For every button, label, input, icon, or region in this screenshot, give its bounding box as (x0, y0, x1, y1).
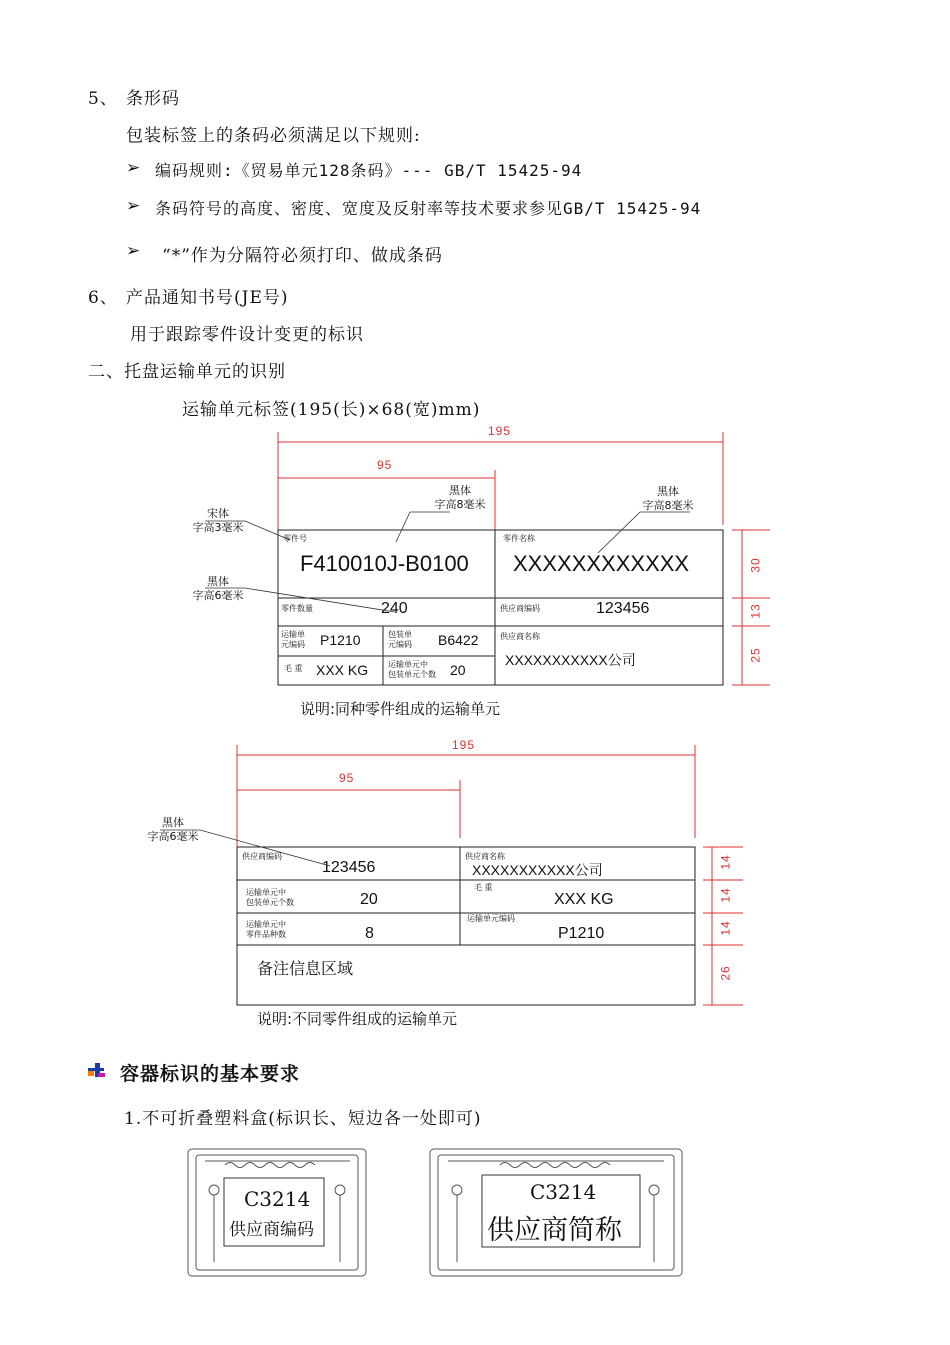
section-5-title: 条形码 (126, 89, 180, 109)
bullet-arrow-icon: ➢ (126, 241, 142, 261)
qty: 240 (381, 600, 408, 617)
supplier-code-label: 供应商编码 (500, 604, 540, 613)
weight-label: 毛 重 (284, 664, 303, 673)
unit-code-label: 运输单元编码 (467, 914, 515, 923)
box2-code: C3214 (530, 1180, 597, 1204)
dim-height-1: 30 (748, 557, 763, 573)
pkg-code-label: 包装单 元编码 (388, 630, 412, 649)
qty-label: 零件数量 (281, 604, 313, 613)
dim-height-2: 13 (748, 603, 763, 619)
pkg-count: 20 (450, 662, 466, 678)
part-no-label: 零件号 (283, 534, 307, 543)
remarks-area: 备注信息区域 (257, 959, 354, 978)
unit-code-label: 运输单 元编码 (281, 630, 305, 649)
container-item-1: 1.不可折叠塑料盒(标识长、短边各一处即可) (124, 1109, 482, 1129)
supplier-name: XXXXXXXXXXX公司 (505, 652, 636, 668)
pkg-count-label: 运输单元中 包装单元个数 (246, 888, 294, 907)
section-6-desc: 用于跟踪零件设计变更的标识 (130, 325, 364, 345)
supplier-code: 123456 (322, 859, 376, 876)
weight: XXX KG (554, 891, 614, 908)
dim-row-3: 14 (718, 920, 733, 936)
dim-total: 195 (452, 738, 476, 752)
dim-height-3: 25 (748, 647, 763, 663)
bullet-arrow-icon: ➢ (126, 158, 142, 178)
dim-half: 95 (377, 458, 393, 472)
box1-text: 供应商编码 (229, 1220, 314, 1240)
container-heading: 容器标识的基本要求 (120, 1063, 301, 1085)
bullet-arrow-icon: ➢ (126, 196, 142, 216)
bullet-item: 编码规则:《贸易单元128条码》--- GB/T 15425-94 (155, 161, 583, 180)
supplier-name-label: 供应商名称 (465, 852, 505, 861)
part-no: F410010J-B0100 (300, 551, 469, 576)
callout-heiti8-right: 黑体 字高8毫米 (642, 485, 694, 512)
label1-caption: 说明:同种零件组成的运输单元 (300, 700, 501, 718)
supplier-name: XXXXXXXXXXX公司 (472, 862, 603, 878)
dim-half: 95 (339, 771, 355, 785)
section-5-number: 5、 (88, 89, 118, 109)
label-size-title: 运输单元标签(195(长)×68(宽)mm) (182, 400, 481, 420)
weight: XXX KG (316, 662, 369, 678)
callout-heiti8-left: 黑体 字高8毫米 (434, 484, 486, 511)
bullet-item: 条码符号的高度、密度、宽度及反射率等技术要求参见GB/T 15425-94 (155, 199, 702, 218)
section-two-title: 二、托盘运输单元的识别 (88, 362, 286, 382)
section-5-intro: 包装标签上的条码必须满足以下规则: (126, 126, 421, 146)
callout-heiti6: 黑体 字高6毫米 (192, 575, 244, 602)
unit-code: P1210 (558, 925, 605, 942)
heading-icon (88, 1063, 105, 1077)
supplier-code: 123456 (596, 600, 650, 617)
part-types-label: 运输单元中 零件品种数 (246, 920, 286, 939)
pkg-count: 20 (360, 891, 378, 908)
callout-songti: 宋体 字高3毫米 (192, 507, 244, 534)
label2-caption: 说明:不同零件组成的运输单元 (257, 1010, 458, 1028)
part-name-label: 零件名称 (503, 534, 535, 543)
pkg-code: B6422 (438, 632, 479, 648)
unit-code: P1210 (320, 632, 361, 648)
supplier-name-label: 供应商名称 (500, 632, 540, 641)
box1-code: C3214 (244, 1187, 311, 1211)
part-name: XXXXXXXXXXXX (513, 551, 690, 576)
box2-text: 供应商简称 (487, 1215, 622, 1246)
dim-total: 195 (488, 424, 512, 438)
weight-label: 毛 重 (474, 883, 493, 892)
supplier-code-label: 供应商编码 (242, 852, 282, 861)
dim-row-2: 14 (718, 887, 733, 903)
dim-row-4: 26 (718, 965, 733, 981)
section-6-number: 6、 (88, 288, 118, 308)
callout-heiti6: 黑体 字高6毫米 (147, 816, 199, 843)
part-types: 8 (365, 925, 374, 942)
bullet-item: “*”作为分隔符必须打印、做成条码 (162, 246, 443, 266)
section-6-title: 产品通知书号(JE号) (126, 288, 289, 308)
dim-row-1: 14 (718, 854, 733, 870)
pkg-count-label: 运输单元中 包装单元个数 (388, 660, 436, 679)
